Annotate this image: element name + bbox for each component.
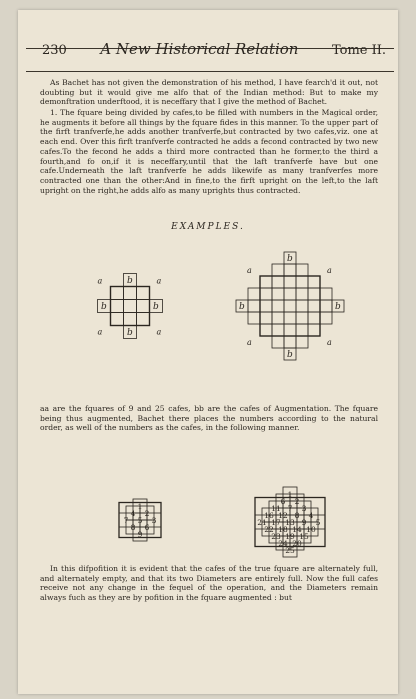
small-augmented-square-case-mark: b (127, 328, 133, 338)
large-augmented-square-case-mark: b (335, 302, 341, 312)
large-number-diamond-number: 25 (285, 546, 295, 555)
page-number: 230 (42, 43, 67, 58)
large-number-diamond-number: 5 (315, 518, 321, 527)
small-number-diamond-number: 5 (137, 516, 143, 525)
small-augmented-square-corner-mark: a (156, 276, 162, 286)
small-augmented-square-corner-mark: a (156, 327, 162, 337)
running-title: A New Historical Relation (100, 40, 299, 58)
volume-label: Tome II. (331, 43, 386, 58)
large-number-diamond-number: 15 (299, 532, 309, 541)
large-number-diamond-number: 12 (278, 511, 288, 520)
large-number-diamond-number: 18 (278, 525, 288, 534)
large-augmented-square-corner-mark: a (327, 338, 332, 347)
large-augmented-square-case-mark: b (287, 254, 293, 264)
large-number-diamond-number: 17 (271, 518, 281, 527)
small-number-diamond-number: 6 (144, 523, 150, 532)
caption-paragraph: aa are the fquares of 9 and 25 cafes, bb are the cafes of Augmentation. The fquare being thus augmented, Bachet there places the numbers according to the natural order, as well of the numbers as the cafes, in the following manner. (40, 404, 378, 433)
large-augmented-square-corner-mark: a (247, 338, 252, 347)
large-number-diamond-number: 24 (278, 539, 288, 548)
small-number-diamond-number: 9 (137, 530, 143, 539)
small-augmented-square-case-mark: b (127, 276, 133, 286)
large-number-diamond-number: 9 (301, 518, 307, 527)
large-number-diamond-number: 7 (287, 504, 293, 513)
large-number-diamond-number: 16 (264, 511, 274, 520)
small-number-diamond-number: 3 (151, 516, 157, 525)
large-number-diamond-number: 6 (280, 497, 286, 506)
closing-paragraph: In this difpofition it is evident that the cafes of the true fquare are alternately full, and alternately empty, and that its two Diameters are entirely full. Now the full cafes receive not any change in the fequel of the operation, and the Diameters remain always fuch as they are by pofition in the fquare augmented : but (40, 564, 378, 603)
large-augmented-square-case-mark: b (287, 350, 293, 360)
small-augmented-square-case-mark: b (101, 302, 107, 312)
large-number-diamond-number: 19 (285, 532, 295, 541)
small-number-diamond-number: 4 (130, 509, 136, 518)
large-number-diamond-number: 1 (287, 490, 293, 499)
large-number-diamond-number: 8 (294, 511, 300, 520)
small-augmented-square-corner-mark: a (97, 327, 103, 337)
large-augmented-square-corner-mark: a (327, 266, 332, 275)
large-number-diamond-number: 13 (285, 518, 295, 527)
small-number-diamond-number: 2 (144, 509, 150, 518)
large-augmented-square-case-mark: b (239, 302, 245, 312)
large-number-diamond-number: 21 (257, 518, 267, 527)
large-number-diamond-number: 11 (271, 504, 281, 513)
large-number-diamond-number: 4 (308, 511, 314, 520)
large-number-diamond-number: 10 (306, 525, 316, 534)
small-number-diamond-number: 8 (130, 523, 136, 532)
small-augmented-square-case-mark: b (153, 302, 159, 312)
large-number-diamond-number: 3 (301, 504, 307, 513)
large-number-diamond-number: 22 (264, 525, 274, 534)
large-augmented-square-corner-mark: a (247, 266, 252, 275)
rule-paragraph: 1. The fquare being divided by cafes,to be filled with numbers in the Magical order, he augments it before all things by the fquare fides in this manner. To the upper part of the firft tranfverfe,he adds another tranfverfe,but contracted by two cafes,viz. one at each end. Over this firft tranfverfe contracted he adds a fecond contracted by two new cafes.To the fecond he adds a third more contracted than he former,to the third a fourth,and fo on,if it is neceffary,until that the laft tranfverfe have but one cafe.Underneath the laft tranfverfe he adds likewife as many tranfverfes more contracted one than the other:And in fine,to the firft upright on the left,to the laft upright on the right,he adds alfo as many uprights thus contracted. (40, 108, 378, 195)
large-number-diamond-number: 20 (292, 539, 302, 548)
large-number-diamond-number: 2 (294, 497, 300, 506)
large-number-diamond-number: 23 (271, 532, 281, 541)
small-number-diamond-number: 7 (123, 516, 129, 525)
small-number-diamond-number: 1 (137, 502, 143, 511)
examples-heading: EXAMPLES. (171, 222, 245, 232)
small-augmented-square-corner-mark: a (97, 276, 103, 286)
intro-paragraph: As Bachet has not given the demonstration of his method, I have fearch'd it out, not doubting but it would give me alfo that of the Indian method: But to make my demonftration underftood, it is neceffary that I give the method of Bachet. (40, 78, 378, 107)
large-number-diamond-number: 14 (292, 525, 302, 534)
